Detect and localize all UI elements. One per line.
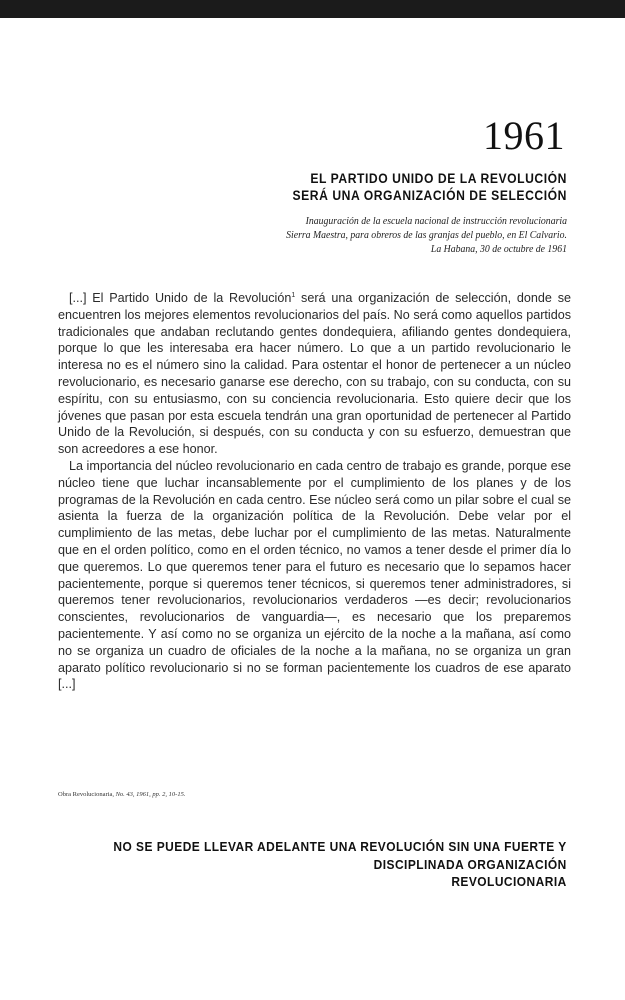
subtitle-line: La Habana, 30 de octubre de 1961 xyxy=(430,244,567,255)
speech-body xyxy=(58,290,571,693)
speech-title xyxy=(293,170,567,204)
closing-line: REVOLUCIONARIA xyxy=(451,874,567,889)
closing-statement xyxy=(114,838,567,891)
footnote-marker: 1 xyxy=(291,291,296,299)
source-reference: No. 43, 1961, pp. 2, 10-15. xyxy=(113,791,186,798)
closing-line: NO SE PUEDE LLEVAR ADELANTE UNA REVOLUCIÓN SIN UNA FUERTE Y xyxy=(113,839,567,854)
title-line: EL PARTIDO UNIDO DE LA REVOLUCIÓN xyxy=(310,171,567,186)
paragraph-1-rest: será una organización de selección, donde se encuentren los mejores elementos revolucionarios del país. No será como aquellos partidos tradicionales que andaban reclutando gentes dondequiera, afiliando gentes dondequiera, porque lo que les interesaba era hacer número. Lo que a un partido revolucionario le interesa no es el número sino la calidad. Para ostentar el honor de pertenecer a un núcleo revolucionario, es necesario ganarse ese derecho, con su trabajo, con su conducta, con su espíritu, con su entusiasmo, con su conciencia revolucionaria. Esto quiere decir que los jóvenes que pasan por esta escuela tendrán una gran oportunidad de pertenecer al Partido Unido de la Revolución, si después, con su conducta y con su esfuerzo, demuestran que son acreedores a ese honor. xyxy=(58,291,572,457)
document-page xyxy=(0,18,625,1000)
title-line: SERÁ UNA ORGANIZACIÓN DE SELECCIÓN xyxy=(292,188,567,203)
subtitle-line: Sierra Maestra, para obreros de las granjas del pueblo, en El Calvario. xyxy=(286,230,567,241)
source-citation xyxy=(58,791,185,798)
source-name: Obra Revolucionaria, xyxy=(58,791,114,798)
closing-line: DISCIPLINADA ORGANIZACIÓN xyxy=(373,856,567,872)
paragraph-1 xyxy=(58,290,571,458)
year-heading: 1961 xyxy=(483,113,565,158)
speech-subtitle xyxy=(286,215,567,257)
subtitle-line: Inauguración de la escuela nacional de instrucción revolucionaria xyxy=(305,216,567,227)
paragraph-1-start: [...] El Partido Unido de la Revolución xyxy=(69,291,292,305)
top-bar xyxy=(0,0,625,18)
paragraph-2: La importancia del núcleo revolucionario en cada centro de trabajo es grande, porque ese núcleo tiene que luchar incansablemente por el cumplimiento de los planes y de los programas de la Revolución en cada centro. Ese núcleo será como un pilar sobre el cual se asienta la fuerza de la organización política de la Revolución. Debe velar por el cumplimiento de las metas, debe luchar por el cumplimiento de las metas. Naturalmente que en el orden político, como en el orden técnico, no vamos a tener desde el primer día lo que queremos. Lo que queremos tener para el futuro es necesario que lo sepamos hacer pacientemente, porque si queremos tener técnicos, si queremos tener administradores, si queremos tener revolucionarios, revolucionarios verdaderos —es decir; revolucionarios conscientes, revolucionarios de vanguardia—, es necesario que los preparemos pacientemente. Y así como no se organiza un ejército de la noche a la mañana, así como no se organiza un cuadro de oficiales de la noche a la mañana, no se organiza un gran aparato político revolucionario si no se forman pacientemente los cuadros de ese aparato [...] xyxy=(58,458,571,692)
